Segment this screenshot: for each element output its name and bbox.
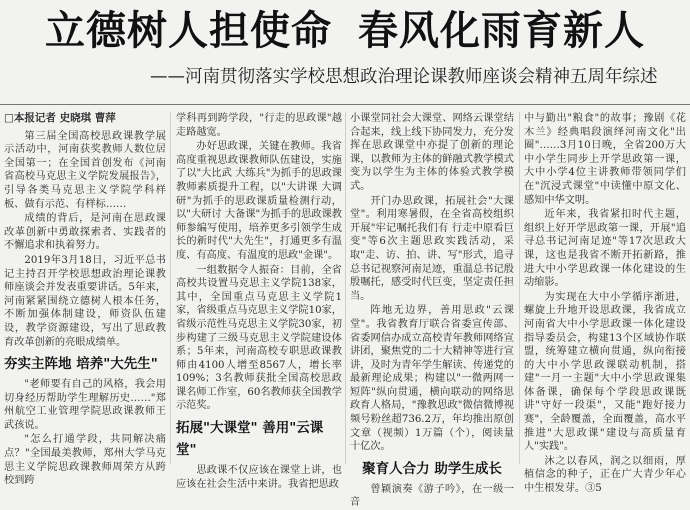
headline-part1: 立德树人担使命 [45,8,332,54]
paragraph: 第三届全国高校思政课教学展示活动中，河南获奖教师人数位居全国第一；在全国首创发布《河南省高校马克思主义学院发展报告》，引导各类马克思主义学院学科样板、做有示范、有样标…… [4,130,166,210]
article-column-3 [350,112,514,509]
article-column-1 [4,112,166,487]
paragraph: 阵地无边界，善用思政"云课堂"。我省教育厅联合省委宣传部、省委网信办成立高校青年教师网络宣讲团，聚焦党的二十大精神等进行宣讲，及时为青年学生解读、传递党的最新理论成果；构建以"一微两网一短阵"纵向贯通，横向联动的网络思政育人格局，"豫教思政"微信微博视频号粉丝超736.2万，年均推出原创文章（视频）1万篇（个），阅读量十亿次。 [350,305,514,453]
paragraph: 2019年3月18日，习近平总书记主持召开学校思想政治理论课教师座谈会并发表重要讲话。5年来，河南紧紧围绕立德树人根本任务，不断加强体制建设，师资队伍建设，教学资源建设，写出了思政教育改革创新的亮眼成绩单。 [4,254,166,348]
paragraph: 思政课不仅应该在课堂上讲，也应该在社会生活中来讲。我省把思政 [176,465,342,490]
paragraph: "怎么打通学段，共同解决痛点？"全国最美教师，郑州大学马克思主义学院思政课教师周荣方从跨校到跨 [4,434,166,487]
column-divider [519,112,520,464]
paragraph: 曾颖演奏《游子吟》，在一级一音 [350,483,514,509]
paragraph: 沐之以春风，润之以细雨，厚植信念的种子，正在广大青少年心中生根发芽。③5 [524,455,686,495]
paragraph: 成绩的背后，是河南在思政课改革创新中勇敢探索者、实践者的不懈追求和执着努力。 [4,213,166,252]
paragraph: 小课堂同社会大课堂、网络云课堂结合起来，线上线下协同发力，充分发挥在思政课堂中亦提了创新的理论课，以教师为主体的鲜融式教学模式变为以学生为主体的体验式教学模式。 [350,113,514,192]
divider-line [0,104,690,105]
paragraph: 开门办思政课，拓展社会"大课堂"。利用寒暑假，在全省高校组织开展"牢记嘱托我们有 行走中原看巨变"等6次主题思政实践活动，采取"走、访、拍、讲、写"形式，追寻总书记视察河南足迹，重温总书记殷殷嘱托，感受时代巨变，坚定责任担当。 [350,195,514,302]
column-divider [345,112,346,464]
paragraph: 一组数据令人振奋：目前，全省高校共设置马克思主义学院138家，其中，全国重点马克思主义学院1家，省级重点马克思主义学院10家，省级示范性马克思主义学院30家，初步构建了三级马克思主义学院建设体系；5年来，河南高校专职思政课教师由4100人增至8567人，增长率109%；3名教师获批全国高校思政课名师工作室，60名教师获全国教学示范奖。 [176,264,342,412]
paragraph: 办好思政课，关键在教师。我省高度重视思政课教师队伍建设，实施了以"大比武 大练兵"为抓手的思政课教师素质提升工程，以"大讲课 大调研"为抓手的思政课质量检测行动，以"大研讨 大备课"为抓手的思政课教师参编写使用，培养更多引领学生成长的新时代"大先生"，打通更多有温度、有高度、有温度的思政"金课"。 [176,141,342,261]
paragraph: 中与勤出"粮食"的故事；豫剧《花木兰》经典唱段演绎河南文化"出圈"……3月10日晚，全省200万大中小学生同步上开学思政第一课，大中小学4位主讲教师带领同学们在"沉浸式课堂"中读懂中原文化、感知中华文明。 [524,113,686,206]
paragraph: 为实现在大中小学循序渐进，螺旋上升地开设思政课，我省成立河南省大中小学思政课一体化建设指导委员会，构建13个区域协作联盟，统筹建立横向贯通，纵向衔接的大中小学思政课联动机制，搭建"一月一主题"大中小学思政课集体备课，确保每个学段思政课既讲"守好一段渠"，又能"跑好接力赛"，全龄覆盖，全面覆盖，高水平推进"大思政课"建设与高质量育人"实践"。 [524,291,686,453]
section-heading: 夯实主阵地 培养"大先生" [4,356,158,373]
paragraph: 近年来，我省紧扣时代主题，组织上好开学思政第一课，开展"追寻总书记河南足迹"等17次思政大课，这也是我省不断开拓新路，推进大中小学思政课一体化建设的生动缩影。 [524,209,686,289]
article-column-4 [524,112,686,495]
section-heading: 聚育人合力 助学生成长 [362,460,502,477]
paragraph: 学科再到跨学段，"行走的思政课"越走路越宽。 [176,113,342,138]
headline-part2: 春风化雨育新人 [358,8,645,54]
section-heading: 拓展"大课堂" 善用"云课堂" [176,420,324,459]
paragraph: "老师要有自己的风格，我会用切身经历帮助学生理解历史……"郑州航空工业管理学院思政课教师王武孩说。 [4,379,166,431]
column-divider [170,112,171,464]
subheadline: ——河南贯彻落实学校思想政治理论课教师座谈会精神五周年综述 [150,67,658,87]
byline: □本报记者 史晓琪 曹萍 [4,112,116,124]
headline [0,0,690,62]
article-column-2 [176,112,342,490]
